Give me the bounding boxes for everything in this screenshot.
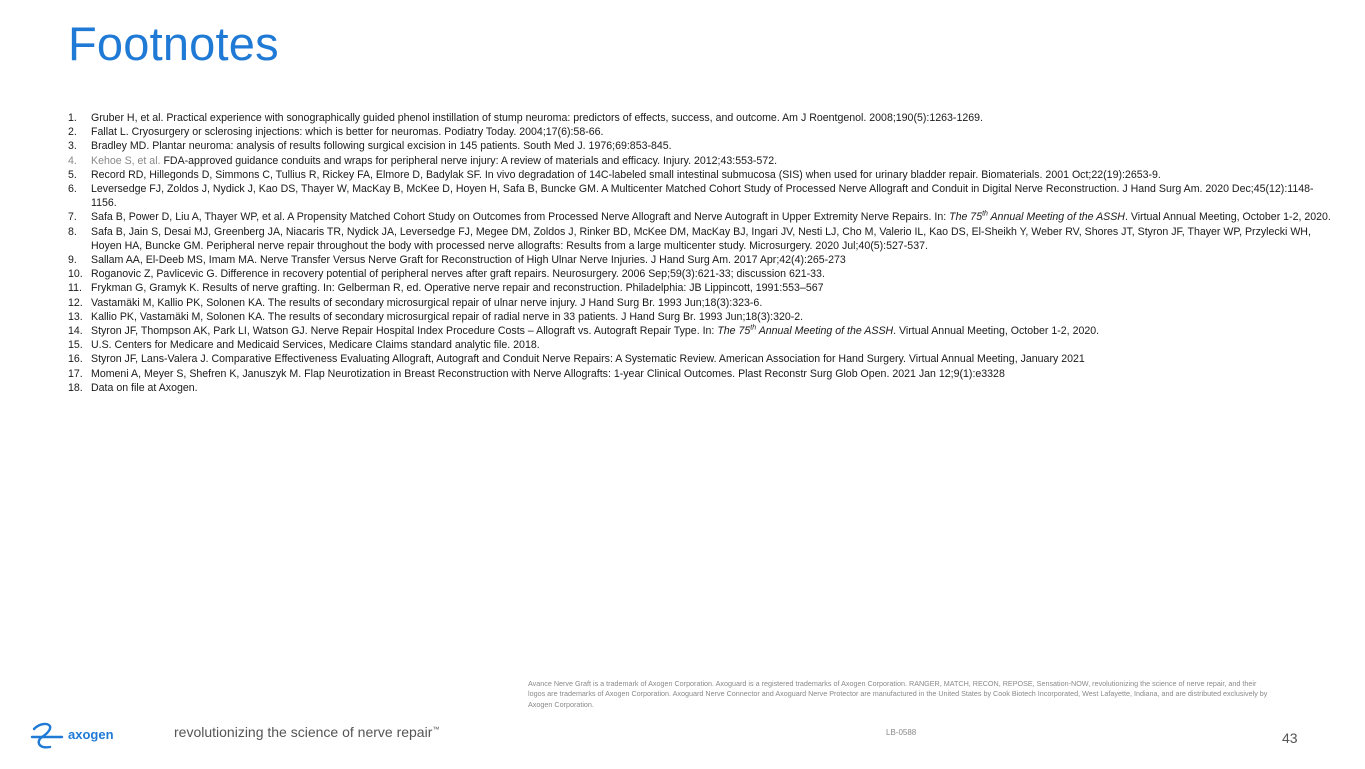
axogen-logo [30,719,130,751]
footnote-text: Kallio PK, Vastamäki M, Solonen KA. The results of secondary microsurgical repair of radial nerve in 33 patients. J Hand Surg Br. 1993 Jun;18(3):320-2. [91,310,804,323]
footnote-item: 2. Fallat L. Cryosurgery or sclerosing injections: which is better for neuromas. Podiatry Today. 2004;17(6):58-66. [68,126,604,139]
footnote-item: 6. Leversedge FJ, Zoldos J, Nydick J, Kao DS, Thayer W, MacKay B, McKee D, Hoyen H, Safa B, Buncke GM. A Multicenter Matched Cohort Study of Processed Nerve Allograft and Conduit in Digital Nerve Reconstruction. J Hand Surg Am. 2020 Dec;45(12):1148-1156. [68,183,1314,210]
footnote-item: 7. Safa B, Power D, Liu A, Thayer WP, et al. A Propensity Matched Cohort Study on Outcomes from Processed Nerve Allograft and Nerve Autograft in Upper Extremity Nerve Repairs. In: The 75th Annual Meeting of the ASSH. Virtual Annual Meeting, October 1-2, 2020. [68,210,1331,224]
page-title: Footnotes [68,17,279,70]
footnote-item: 11. Frykman G, Gramyk K. Results of nerve grafting. In: Gelberman R, ed. Operative nerve repair and reconstruction. Philadelphia: JB Lippincott, 1991:553–567 [68,282,824,295]
footnote-item: 15. U.S. Centers for Medicare and Medicaid Services, Medicare Claims standard analytic file. 2018. [68,339,540,352]
footnote-item: 1. Gruber H, et al. Practical experience with sonographically guided phenol instillation of stump neuroma: predictors of effects, success, and outcome. Am J Roentgenol. 2008;190(5):1263-1269. [68,112,983,124]
footnote-text: Momeni A, Meyer S, Shefren K, Januszyk M. Flap Neurotization in Breast Reconstruction with Nerve Allografts: 1-year Clinical Outcomes. Plast Reconstr Surg Glob Open. 2021 Jan 12;9(1):e3328 [91,367,1005,380]
footnote-item: 9. Sallam AA, El-Deeb MS, Imam MA. Nerve Transfer Versus Nerve Graft for Reconstruction of High Ulnar Nerve Injuries. J Hand Surg Am. 2017 Apr;42(4):265-273 [68,254,846,267]
meeting-title: The 75th Annual Meeting of the ASSH [717,324,894,338]
footnote-text: Gruber H, et al. Practical experience with sonographically guided phenol instillation of stump neuroma: predictors of effects, success, and outcome. Am J Roentgenol. 2008;190(5):1263-1269. [91,112,983,124]
footnote-text: U.S. Centers for Medicare and Medicaid Services, Medicare Claims standard analytic file. 2018. [91,339,540,352]
footnote-item: 10. Roganovic Z, Pavlicevic G. Difference in recovery potential of peripheral nerves after graft repairs. Neurosurgery. 2006 Sep;59(3):621-33; discussion 621-33. [68,268,825,281]
footnote-text: Safa B, Power D, Liu A, Thayer WP, et al. A Propensity Matched Cohort Study on Outcomes from Processed Nerve Allograft and Nerve Autograft in Upper Extremity Nerve Repairs. In: [91,211,950,224]
footnote-text: Styron JF, Thompson AK, Park LI, Watson GJ. Nerve Repair Hospital Index Procedure Costs – Allograft vs. Autograft Repair Type. In: [91,325,718,338]
footnote-item: 5. Record RD, Hillegonds D, Simmons C, Tullius R, Rickey FA, Elmore D, Badylak SF. In vivo degradation of 14C-labeled small intestinal submucosa (SIS) when used for urinary bladder repair. Biomaterials. 2001 Oct;22(19):2653-9. [68,168,1161,181]
footnote-item: 12. Vastamäki M, Kallio PK, Solonen KA. The results of secondary microsurgical repair of ulnar nerve injury. J Hand Surg Br. 1993 Jun;18(3):323-6. [68,296,763,309]
footnote-author: Kehoe S, et al. [91,154,161,167]
document-code: LB-0588 [886,728,917,737]
footnote-item: 17. Momeni A, Meyer S, Shefren K, Januszyk M. Flap Neurotization in Breast Reconstruction with Nerve Allografts: 1-year Clinical Outcomes. Plast Reconstr Surg Glob Open. 2021 Jan 12;9(1):e3328 [68,367,1005,380]
trademark-symbol: ™ [432,726,440,734]
footnotes-list [68,111,1338,395]
footnote-text: Record RD, Hillegonds D, Simmons C, Tullius R, Rickey FA, Elmore D, Badylak SF. In vivo degradation of 14C-labeled small intestinal submucosa (SIS) when used for urinary bladder repair. Biomaterials. 2001 Oct;22(19):2653-9. [91,168,1161,181]
footnote-item: 8. Safa B, Jain S, Desai MJ, Greenberg JA, Niacaris TR, Nydick JA, Leversedge FJ, Megee DM, Zoldos J, Rinker BD, McKee DM, MacKay BJ, Ingari JV, Nesti LJ, Cho M, Valerio IL, Kao DS, El-Sheikh Y, Weber RV, Shores JT, Styron JF, Thayer WP, Przylecki WH, Hoyen HA, Buncke GM. Peripheral nerve repair throughout the body with processed nerve allografts: Results from a large multicenter study. Microsurgery. 2020 Jul;40(5):527-537. [68,225,1311,252]
footnote-item: 4. Kehoe S, et al. FDA-approved guidance conduits and wraps for peripheral nerve injury: A review of materials and efficacy. Injury. 2012;43:553-572. [68,154,778,167]
footnote-text: Sallam AA, El-Deeb MS, Imam MA. Nerve Transfer Versus Nerve Graft for Reconstruction of High Ulnar Nerve Injuries. J Hand Surg Am. 2017 Apr;42(4):265-273 [91,254,846,267]
footnote-text: Bradley MD. Plantar neuroma: analysis of results following surgical excision in 145 patients. South Med J. 1976;69:853-845. [91,140,672,153]
footnote-text: Fallat L. Cryosurgery or sclerosing injections: which is better for neuromas. Podiatry Today. 2004;17(6):58-66. [91,126,604,139]
meeting-title: The 75th Annual Meeting of the ASSH [949,210,1125,224]
trademark-notice: Avance Nerve Graft is a trademark of Axogen Corporation. Axoguard is a registered trademarks of Axogen Corporation. RANGER, MATCH, RECON, REPOSE, Sensation-NOW, revolutionizing the science of nerve repair, and their logos are trademarks of Axogen Corporation. Axoguard Nerve Connector and Axoguard Nerve Protector are manufactured in the United States by Cook Biotech Incorporated, West Lafayette, Indiana, and are distributed exclusively by Axogen Corporation. [528,679,1268,709]
axogen-wordmark: axogen [68,727,114,742]
footnote-text: Leversedge FJ, Zoldos J, Nydick J, Kao DS, Thayer W, MacKay B, McKee D, Hoyen H, Safa B, Buncke GM. A Multicenter Matched Cohort Study of Processed Nerve Allograft and Conduit in Digital Nerve Reconstruction. J Hand Surg Am. 2020 Dec;45(12):1148-1156. [91,183,1314,210]
footnote-text: FDA-approved guidance conduits and wraps for peripheral nerve injury: A review of materials and efficacy. Injury. 2012;43:553-572. [160,154,778,167]
footnote-item: 13. Kallio PK, Vastamäki M, Solonen KA. The results of secondary microsurgical repair of radial nerve in 33 patients. J Hand Surg Br. 1993 Jun;18(3):320-2. [68,310,804,323]
footnote-item: 14. Styron JF, Thompson AK, Park LI, Watson GJ. Nerve Repair Hospital Index Procedure Costs – Allograft vs. Autograft Repair Type. In: The 75th Annual Meeting of the ASSH. Virtual Annual Meeting, October 1-2, 2020. [68,324,1100,338]
footnote-text: Frykman G, Gramyk K. Results of nerve grafting. In: Gelberman R, ed. Operative nerve repair and reconstruction. Philadelphia: JB Lippincott, 1991:553–567 [91,282,824,295]
footnote-item: 18. Data on file at Axogen. [68,381,198,394]
tagline: revolutionizing the science of nerve repair™ [174,724,440,740]
page-number: 43 [1282,730,1298,746]
footnote-text: Safa B, Jain S, Desai MJ, Greenberg JA, Niacaris TR, Nydick JA, Leversedge FJ, Megee DM, Zoldos J, Rinker BD, McKee DM, MacKay BJ, Ingari JV, Nesti LJ, Cho M, Valerio IL, Kao DS, El-Sheikh Y, Weber RV, Shores JT, Styron JF, Thayer WP, Przylecki WH, Hoyen HA, Buncke GM. Peripheral nerve repair throughout the body with processed nerve allografts: Results from a large multicenter study. Microsurgery. 2020 Jul;40(5):527-537. [91,225,1311,252]
footnote-text: Styron JF, Lans-Valera J. Comparative Effectiveness Evaluating Allograft, Autograft and Conduit Nerve Repairs: A Systematic Review. American Association for Hand Surgery. Virtual Annual Meeting, January 2021 [91,353,1085,366]
footnote-text: Roganovic Z, Pavlicevic G. Difference in recovery potential of peripheral nerves after graft repairs. Neurosurgery. 2006 Sep;59(3):621-33; discussion 621-33. [91,268,825,281]
footnote-item: 3. Bradley MD. Plantar neuroma: analysis of results following surgical excision in 145 patients. South Med J. 1976;69:853-845. [68,140,672,153]
axogen-logo-mark-icon [32,724,62,747]
footnote-item: 16. Styron JF, Lans-Valera J. Comparative Effectiveness Evaluating Allograft, Autograft and Conduit Nerve Repairs: A Systematic Review. American Association for Hand Surgery. Virtual Annual Meeting, January 2021 [68,353,1085,366]
footnote-text: Vastamäki M, Kallio PK, Solonen KA. The results of secondary microsurgical repair of ulnar nerve injury. J Hand Surg Br. 1993 Jun;18(3):323-6. [91,296,763,309]
footnote-text: Data on file at Axogen. [91,381,198,394]
